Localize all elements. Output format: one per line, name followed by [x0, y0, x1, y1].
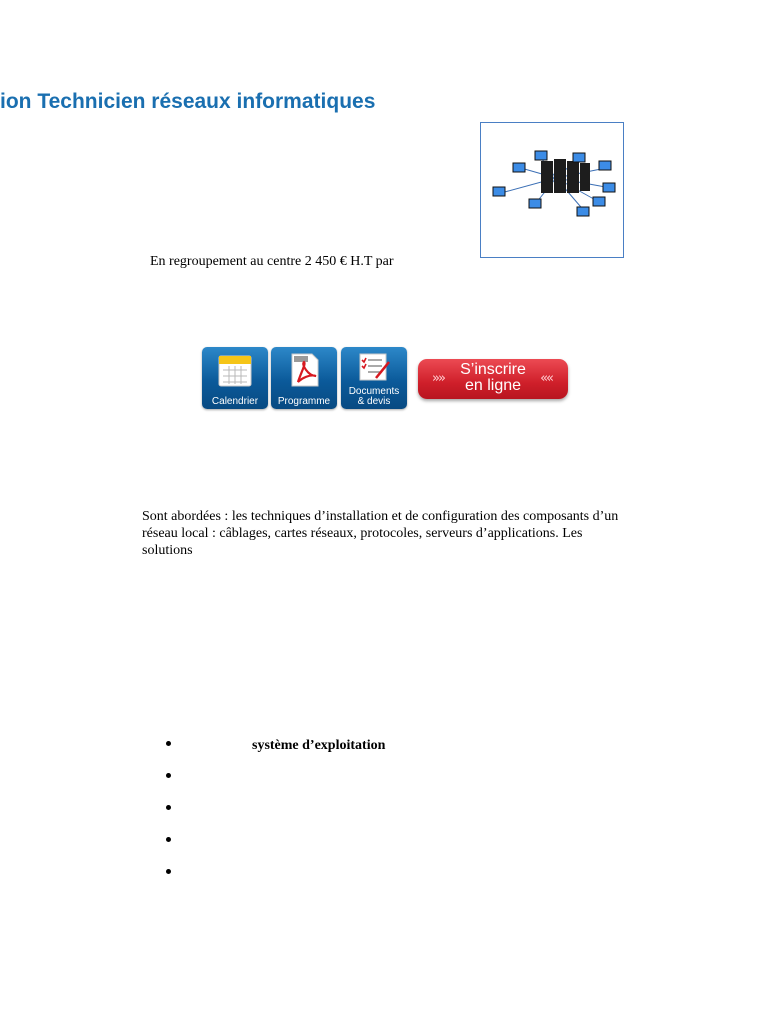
program-button[interactable]: [271, 347, 337, 409]
network-server-icon: [481, 123, 623, 257]
page-title: ion Technicien réseaux informatiques: [0, 90, 376, 113]
description-paragraph: Sont abordées : les techniques d’installation et de configuration des composants d’un réseau local : câblages, cartes réseaux, protocoles, serveurs d’applications. Les solutions: [142, 509, 619, 558]
calendar-button[interactable]: [202, 347, 268, 409]
program-button-label: Programme: [277, 396, 331, 407]
register-online-button[interactable]: [418, 359, 568, 399]
pricing-text: En regroupement au centre 2 450 € H.T par: [150, 254, 394, 269]
checklist-icon: [356, 352, 392, 382]
calendar-icon: [217, 352, 253, 388]
chevrons-left-icon: ««: [540, 371, 552, 386]
chevrons-right-icon: »»: [432, 371, 444, 386]
bullet-icon: [166, 837, 171, 842]
documents-button[interactable]: [341, 347, 407, 409]
pdf-icon: [286, 352, 322, 388]
network-illustration: [480, 122, 624, 258]
bullet-icon: [166, 869, 171, 874]
documents-button-label: Documents & devis: [348, 386, 400, 407]
bullet-icon: [166, 805, 171, 810]
calendar-button-label: Calendrier: [211, 396, 259, 407]
bullet-icon: [166, 741, 171, 746]
register-online-label: S’inscrire en ligne: [460, 361, 526, 394]
bullet-icon: [166, 773, 171, 778]
